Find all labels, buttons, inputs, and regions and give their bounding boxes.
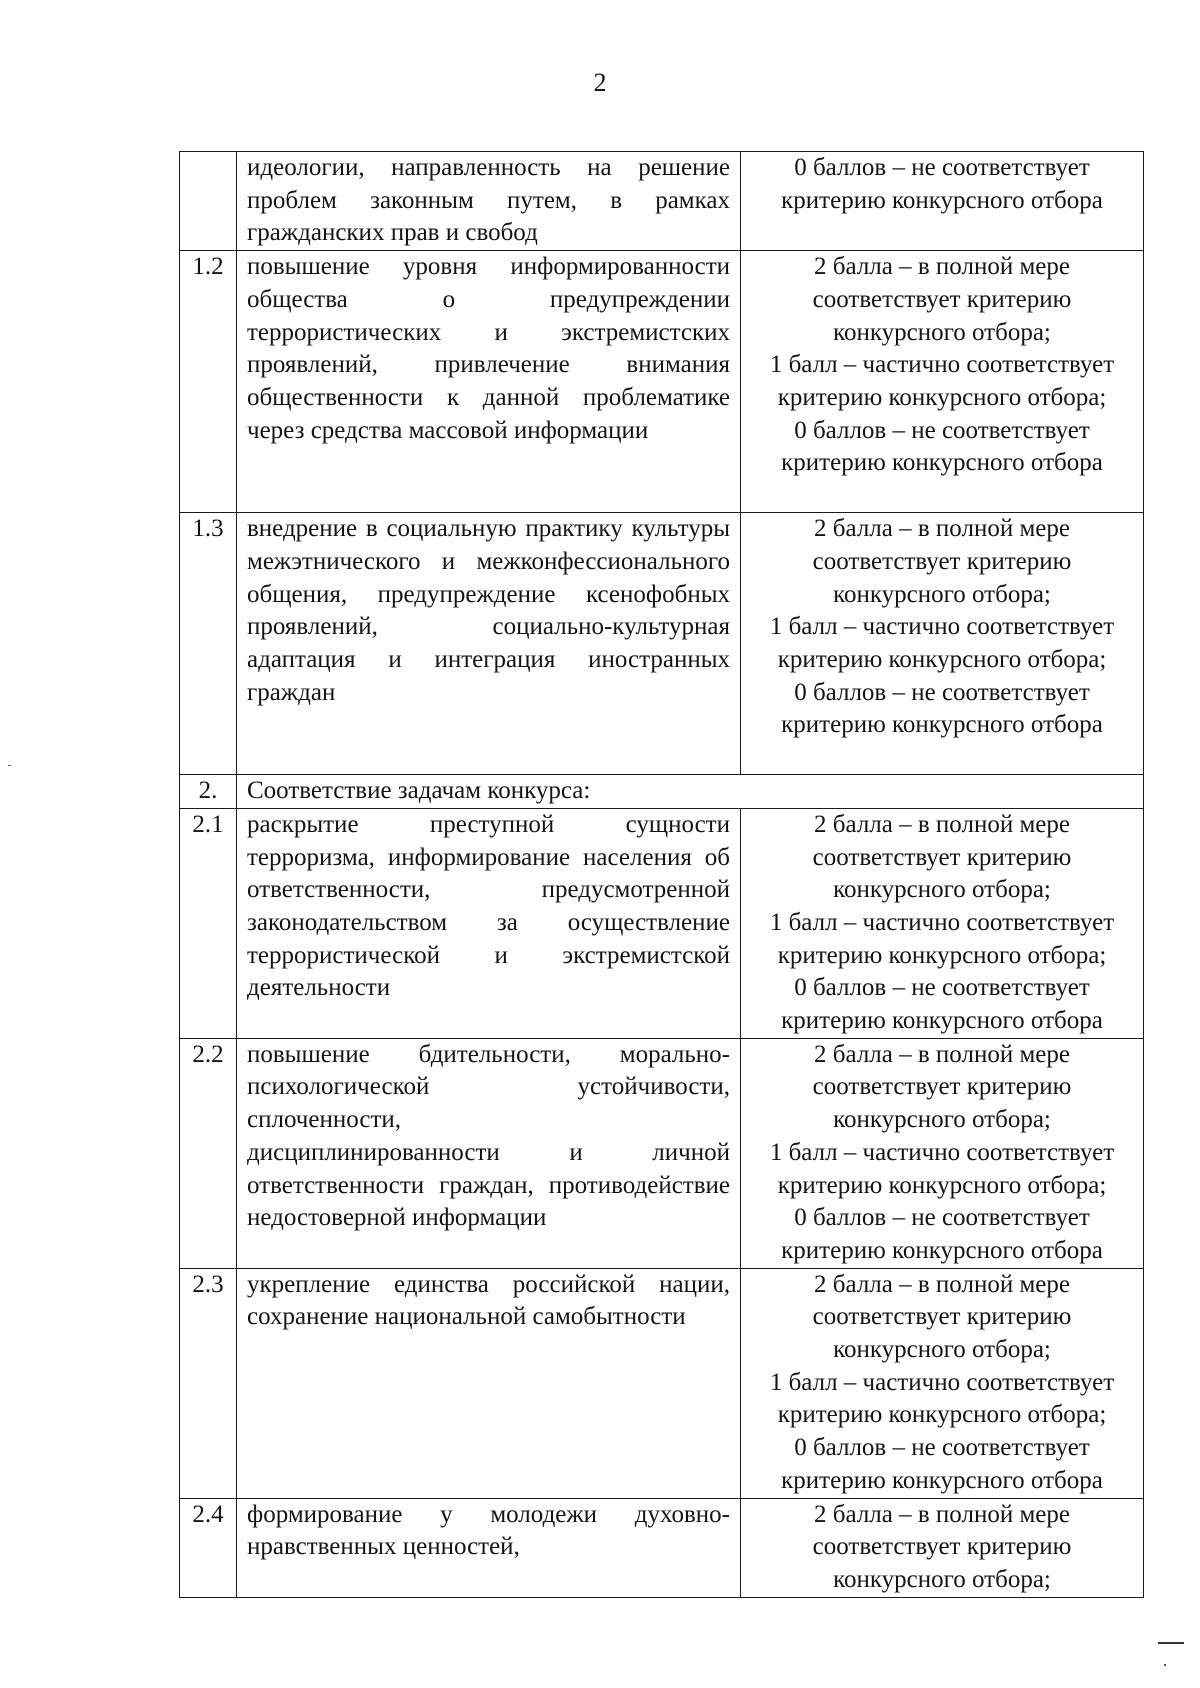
criterion-number: [180, 152, 237, 251]
score-line: критерию конкурсного отбора: [781, 186, 1103, 214]
criteria-table-body: [180, 152, 1144, 1598]
description-paragraph: формирование у молодежи духовно-нравственных ценностей,: [247, 1500, 730, 1561]
criteria-row: [180, 1268, 1144, 1498]
score-line: соответствует критерию: [812, 285, 1072, 313]
criterion-description: [237, 152, 741, 251]
criterion-description: [237, 251, 741, 513]
score-line: соответствует критерию: [812, 1073, 1072, 1101]
score-line: критерию конкурсного отбора;: [777, 645, 1107, 673]
criterion-score: [741, 513, 1144, 775]
page-number: 2: [593, 68, 607, 97]
description-paragraph: раскрытие преступной сущности терроризма, информирование населения об ответственности, предусмотренной законодательством за осуществление террористической и экстремистской деятельности: [247, 810, 730, 1002]
score-line: 2 балла – в полной мере: [814, 1270, 1070, 1298]
criterion-score: [741, 1038, 1144, 1268]
score-line: 1 балл – частично соответствует: [769, 1368, 1115, 1396]
score-line: конкурсного отбора;: [833, 876, 1051, 904]
criterion-score: [741, 808, 1144, 1038]
criterion-number: 2.1: [180, 808, 237, 1038]
criterion-score: [741, 152, 1144, 251]
score-line: конкурсного отбора;: [833, 1336, 1051, 1364]
score-line: критерию конкурсного отбора: [781, 711, 1103, 739]
score-line: критерию конкурсного отбора;: [777, 941, 1107, 969]
criteria-row: [180, 1498, 1144, 1597]
score-line: критерию конкурсного отбора: [781, 1236, 1103, 1264]
score-line: критерию конкурсного отбора;: [777, 1401, 1107, 1429]
score-line: 2 балла – в полной мере: [814, 253, 1070, 281]
score-line: критерию конкурсного отбора;: [777, 1171, 1107, 1199]
score-line: критерию конкурсного отбора: [781, 1007, 1103, 1035]
score-line: конкурсного отбора;: [833, 1565, 1051, 1593]
criterion-number: 2.3: [180, 1268, 237, 1498]
description-paragraph: повышение бдительности, морально-психологической устойчивости, сплоченности,: [247, 1040, 730, 1134]
score-line: конкурсного отбора;: [833, 580, 1051, 608]
criterion-number: 1.3: [180, 513, 237, 775]
score-line: конкурсного отбора;: [833, 318, 1051, 346]
criterion-description: [237, 1498, 741, 1597]
criterion-description: [237, 513, 741, 775]
description-paragraph: идеологии, направленность на решение проблем законным путем, в рамках гражданских прав и свобод: [247, 154, 730, 247]
criterion-number: 2.: [180, 775, 237, 809]
criteria-row: [180, 1038, 1144, 1268]
description-paragraph: укрепление единства российской нации, сохранение национальной самобытности: [247, 1270, 730, 1331]
description-paragraph: повышение уровня информированности общества о предупреждении террористических и экстремистских проявлений, привлечение внимания общественности к данной проблематике через средства массовой информации: [247, 253, 730, 444]
score-line: 2 балла – в полной мере: [814, 810, 1070, 838]
score-line: 1 балл – частично соответствует: [769, 351, 1115, 379]
score-line: критерию конкурсного отбора;: [777, 383, 1107, 411]
criterion-description: [237, 808, 741, 1038]
criterion-description: [237, 1268, 741, 1498]
margin-mark: [1158, 1642, 1184, 1644]
criteria-row: [180, 513, 1144, 775]
score-line: 0 баллов – не соответствует: [794, 154, 1090, 181]
criteria-row: [180, 775, 1144, 809]
score-line: 2 балла – в полной мере: [814, 515, 1070, 543]
score-line: соответствует критерию: [812, 547, 1072, 575]
score-line: критерию конкурсного отбора: [781, 1466, 1103, 1494]
criterion-score: [741, 1498, 1144, 1597]
margin-tick: [1164, 1664, 1166, 1666]
score-line: соответствует критерию: [812, 1303, 1072, 1331]
criterion-score: [741, 251, 1144, 513]
section-title: Соответствие задачам конкурса:: [237, 775, 1144, 809]
description-paragraph: внедрение в социальную практику культуры межэтнического и межконфессионального общения, предупреждение ксенофобных проявлений, социально-культурная адаптация и интеграция иностранных граждан: [247, 515, 730, 706]
score-line: 2 балла – в полной мере: [814, 1500, 1070, 1528]
criterion-number: 2.2: [180, 1038, 237, 1268]
score-line: 0 баллов – не соответствует: [794, 974, 1090, 1002]
criteria-row: [180, 152, 1144, 251]
score-line: 1 балл – частично соответствует: [769, 613, 1115, 641]
score-line: 1 балл – частично соответствует: [769, 908, 1115, 936]
margin-dot: [8, 765, 11, 766]
score-line: критерию конкурсного отбора: [781, 449, 1103, 477]
criterion-number: 1.2: [180, 251, 237, 513]
criterion-score: [741, 1268, 1144, 1498]
score-line: 0 баллов – не соответствует: [794, 1204, 1090, 1232]
criteria-row: [180, 251, 1144, 513]
score-line: 0 баллов – не соответствует: [794, 416, 1090, 444]
score-line: соответствует критерию: [812, 843, 1072, 871]
criterion-description: [237, 1038, 741, 1268]
score-line: 2 балла – в полной мере: [814, 1040, 1070, 1068]
score-line: 1 балл – частично соответствует: [769, 1138, 1115, 1166]
description-paragraph: дисциплинированности и личной ответственности граждан, противодействие недостоверной информации: [247, 1138, 730, 1232]
criteria-row: [180, 808, 1144, 1038]
score-line: конкурсного отбора;: [833, 1106, 1051, 1134]
score-line: 0 баллов – не соответствует: [794, 1434, 1090, 1462]
criteria-table: [179, 151, 1144, 1598]
score-line: 0 баллов – не соответствует: [794, 678, 1090, 706]
criterion-number: 2.4: [180, 1498, 237, 1597]
score-line: соответствует критерию: [812, 1533, 1072, 1561]
